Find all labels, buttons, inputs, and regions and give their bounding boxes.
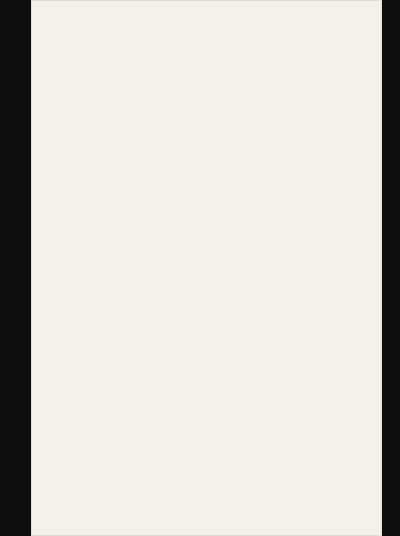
section-gap — [74, 365, 230, 375]
directory-page — [31, 0, 382, 536]
directory-entry — [256, 466, 400, 471]
right-column — [256, 26, 400, 471]
directory-entry — [74, 428, 230, 433]
left-column — [74, 26, 230, 433]
